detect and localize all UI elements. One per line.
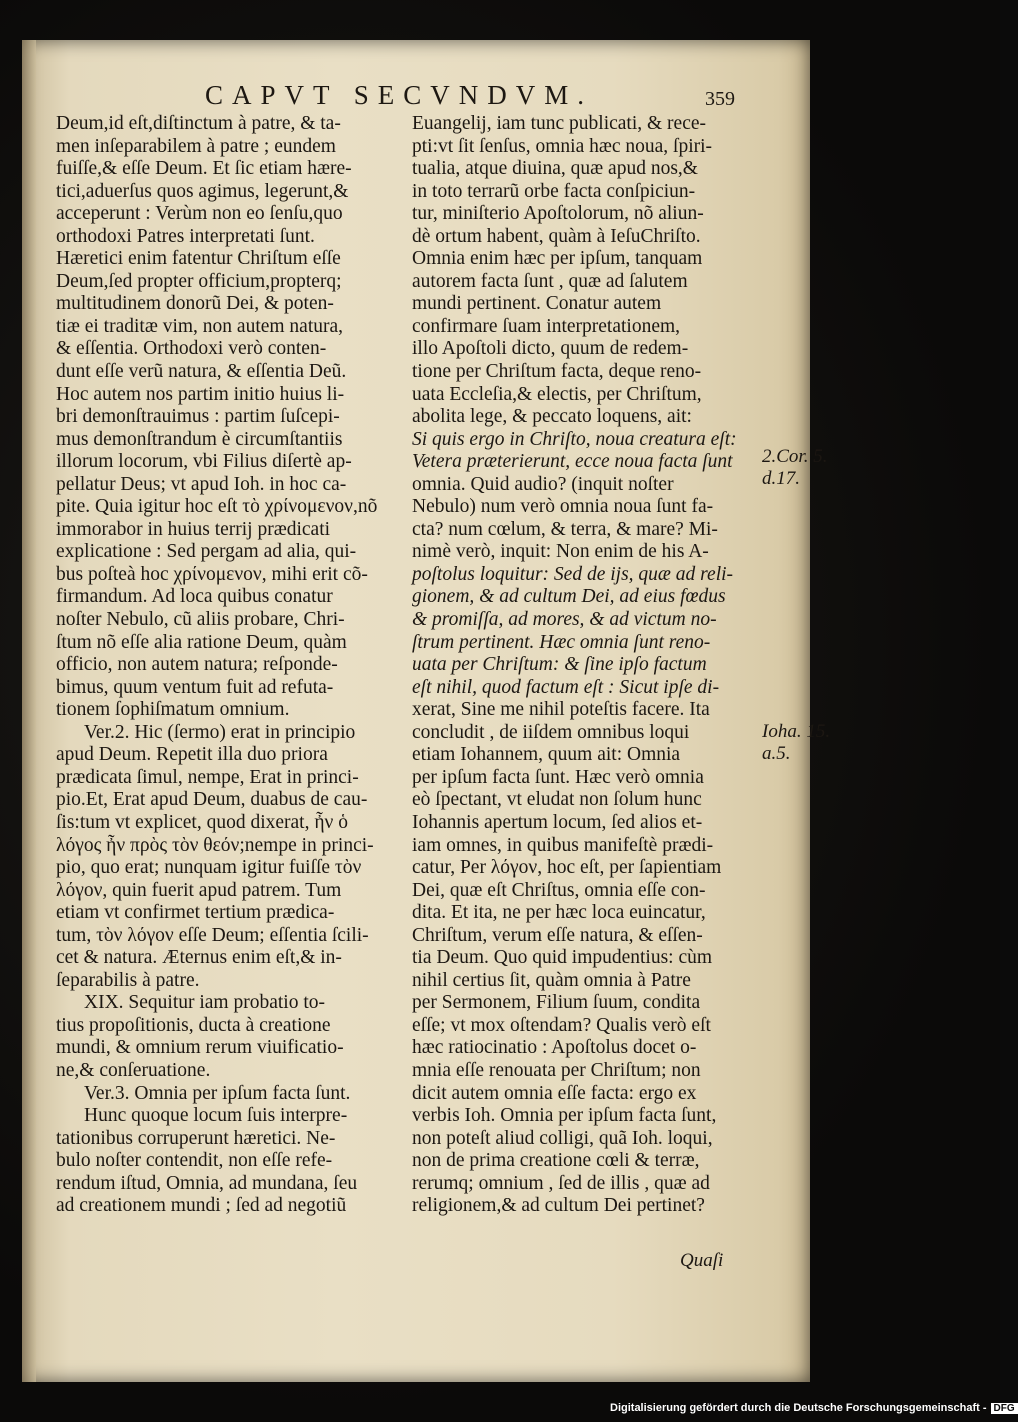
- text-line: Si quis ergo in Chriſto, noua creatura eſt:: [412, 428, 737, 450]
- text-line: Vetera præterierunt, ecce noua facta ſunt: [412, 451, 733, 473]
- text-line: pti:vt ſit ſenſus, omnia hæc noua, ſpiri-: [412, 135, 713, 157]
- text-line: tione per Chriſtum facta, deque reno-: [412, 361, 702, 383]
- left-text-column: [56, 113, 398, 1218]
- text-line: officio, non autem natura; reſponde-: [56, 654, 338, 676]
- text-line: pellatur Deus; vt apud Ioh. in hoc ca-: [56, 473, 347, 495]
- marginal-note-ioha: [762, 721, 830, 765]
- text-line: ne,& conſeruatione.: [56, 1059, 211, 1081]
- text-line: mundi, & omnium rerum viuificatio-: [56, 1037, 344, 1059]
- text-line: ſtum nõ eſſe alia ratione Deum, quàm: [56, 631, 347, 653]
- text-line: omnia. Quid audio? (inquit noſter: [412, 473, 674, 495]
- text-line: illo Apoſtoli dicto, quum de redem-: [412, 338, 689, 360]
- text-line: confirmare ſuam interpretationem,: [412, 315, 681, 337]
- text-line: rendum iſtud, Omnia, ad mundana, ſeu: [56, 1172, 358, 1194]
- text-line: eò ſpectant, vt eludat non ſolum hunc: [412, 789, 702, 811]
- text-line: noſter Nebulo, cũ aliis probare, Chri-: [56, 609, 345, 631]
- text-line: ſeparabilis à patre.: [56, 969, 200, 991]
- text-line: autorem facta ſunt , quæ ad ſalutem: [412, 270, 688, 292]
- text-line: per Sermonem, Filium ſuum, condita: [412, 992, 701, 1014]
- text-line: Deum,id eſt,diſtinctum à patre, & ta-: [56, 113, 341, 134]
- text-line: illorum locorum, vbi Filius diſertè ap-: [56, 451, 352, 473]
- text-line: Chriſtum, verum eſſe natura, & eſſen-: [412, 924, 703, 946]
- dfg-logo: DFG: [991, 1403, 1018, 1414]
- right-text-column: [412, 113, 772, 1218]
- text-line: ſtrum pertinent. Hæc omnia ſunt reno-: [412, 631, 711, 653]
- text-line: mnia eſſe renouata per Chriſtum; non: [412, 1059, 701, 1081]
- text-line: tationibus corruperunt hæretici. Ne-: [56, 1127, 336, 1149]
- text-line: religionem,& ad cultum Dei pertinet?: [412, 1195, 705, 1217]
- digitization-footer: [610, 1402, 1018, 1414]
- text-line: ſis:tum vt explicet, quod dixerat, ἦν ὁ: [56, 811, 348, 833]
- text-line: XIX. Sequitur iam probatio to-: [84, 992, 325, 1014]
- marginal-note-line: 2.Cor. 5.: [762, 446, 828, 467]
- text-line: in toto terrarũ orbe facta conſpiciun-: [412, 180, 696, 202]
- text-line: nihil certius ſit, quàm omnia à Patre: [412, 969, 691, 991]
- text-line: acceperunt : Verùm non eo ſenſu,quo: [56, 203, 343, 225]
- text-line: uata Eccleſia,& electis, per Chriſtum,: [412, 383, 702, 405]
- text-line: fuiſſe,& eſſe Deum. Et ſic etiam hære-: [56, 158, 352, 180]
- text-line: tiæ ei traditæ vim, non autem natura,: [56, 315, 344, 337]
- text-line: gionem, & ad cultum Dei, ad eius fœdus: [412, 586, 726, 608]
- text-line: Euangelij, iam tunc publicati, & rece-: [412, 113, 707, 134]
- text-line: multitudinem donorũ Dei, & poten-: [56, 293, 334, 315]
- footer-credit: Digitalisierung gefördert durch die Deutsche Forschungsgemeinschaft -: [610, 1402, 987, 1414]
- text-line: tualia, atque diuina, quæ apud nos,&: [412, 158, 698, 180]
- text-line: tici,aduerſus quos agimus, legerunt,&: [56, 180, 349, 202]
- text-line: etiam vt confirmet tertium prædica-: [56, 902, 335, 924]
- text-line: firmandum. Ad loca quibus conatur: [56, 586, 333, 608]
- text-line: dunt eſſe verũ natura, & eſſentia Deũ.: [56, 361, 347, 383]
- text-line: λόγος ἦν πρὸς τὸν θεόν;nempe in princi-: [56, 834, 374, 856]
- text-line: & eſſentia. Orthodoxi verò conten-: [56, 338, 327, 360]
- text-line: explicatione : Sed pergam ad alia, qui-: [56, 541, 357, 563]
- marginal-note-line: d.17.: [762, 468, 800, 489]
- text-line: bus poſteà hoc χρίνομενον, mihi erit cõ-: [56, 563, 368, 585]
- marginal-note-2cor: [762, 446, 827, 490]
- text-line: nimè verò, inquit: Non enim de his A-: [412, 541, 709, 563]
- text-line: Iohannis apertum locum, ſed alios et-: [412, 811, 703, 833]
- text-line: cta? num cœlum, & terra, & mare? Mi-: [412, 518, 718, 540]
- text-line: bri demonſtrauimus : partim ſuſcepi-: [56, 406, 340, 428]
- text-line: catur, Per λόγον, hoc eſt, per ſapientiam: [412, 857, 722, 879]
- text-line: poſtolus loquitur: Sed de ijs, quæ ad reli-: [412, 563, 734, 585]
- text-line: mundi pertinent. Conatur autem: [412, 293, 662, 315]
- text-line: dè ortum habent, quàm à IeſuChriſto.: [412, 225, 701, 247]
- text-line: non poteſt aliud colligi, quã Ioh. loqui,: [412, 1127, 713, 1149]
- text-line: orthodoxi Patres interpretati ſunt.: [56, 225, 315, 247]
- text-line: dita. Et ita, ne per hæc loca euincatur,: [412, 902, 706, 924]
- text-line: Hoc autem nos partim initio huius li-: [56, 383, 345, 405]
- page-number: 359: [705, 88, 735, 110]
- text-line: uata per Chriſtum: & ſine ipſo factum: [412, 654, 707, 676]
- text-line: prædicata ſimul, nempe, Erat in princi-: [56, 766, 359, 788]
- text-line: hæc ratiocinatio : Apoſtolus docet o-: [412, 1037, 697, 1059]
- page-gutter-shadow: [22, 40, 36, 1382]
- text-line: verbis Ioh. Omnia per ipſum facta ſunt,: [412, 1105, 717, 1127]
- text-line: rerumq; omnium , ſed de illis , quæ ad: [412, 1172, 710, 1194]
- text-line: etiam Iohannem, quum ait: Omnia: [412, 744, 681, 766]
- text-line: cet & natura. Æternus enim eſt,& in-: [56, 947, 342, 969]
- text-line: bulo noſter contendit, non eſſe refe-: [56, 1150, 333, 1172]
- text-line: xerat, Sine me nihil poteſtis facere. Ita: [412, 699, 710, 721]
- text-line: Nebulo) num verò omnia noua ſunt fa-: [412, 496, 714, 518]
- text-line: Ver.2. Hic (ſermo) erat in principio: [84, 721, 356, 743]
- text-line: pio.Et, Erat apud Deum, duabus de cau-: [56, 789, 368, 811]
- text-line: tur, miniſterio Apoſtolorum, nõ aliun-: [412, 203, 704, 225]
- text-line: apud Deum. Repetit illa duo priora: [56, 744, 328, 766]
- text-line: tia Deum. Quo quid impudentius: cùm: [412, 947, 713, 969]
- text-line: Ver.3. Omnia per ipſum facta ſunt.: [84, 1082, 351, 1104]
- text-line: λόγον, quin fuerit apud patrem. Tum: [56, 879, 342, 901]
- text-line: Deum,ſed propter officium,propterq;: [56, 270, 342, 292]
- text-line: Dei, quæ eſt Chriſtus, omnia eſſe con-: [412, 879, 706, 901]
- text-line: bimus, quum ventum fuit ad refuta-: [56, 676, 334, 698]
- running-header: CAPVT SECVNDVM.: [205, 80, 594, 110]
- text-line: eſt nihil, quod factum eſt : Sicut ipſe di-: [412, 676, 720, 698]
- text-line: tius propoſitionis, ducta à creatione: [56, 1014, 331, 1036]
- text-line: tum, τὸν λόγον eſſe Deum; eſſentia ſcili-: [56, 924, 369, 946]
- text-line: per ipſum facta ſunt. Hæc verò omnia: [412, 766, 704, 788]
- text-line: Hunc quoque locum ſuis interpre-: [84, 1105, 348, 1127]
- text-line: concludit , de iiſdem omnibus loqui: [412, 721, 690, 743]
- text-line: ad creationem mundi ; ſed ad negotiũ: [56, 1195, 347, 1217]
- text-line: abolita lege, & peccato loquens, ait:: [412, 406, 692, 428]
- text-line: Hæretici enim fatentur Chriſtum eſſe: [56, 248, 341, 270]
- text-line: men inſeparabilem à patre ; eundem: [56, 135, 336, 157]
- text-line: pio, quo erat; nunquam igitur fuiſſe τὸν: [56, 857, 362, 879]
- text-line: mus demonſtrandum è circumſtantiis: [56, 428, 343, 450]
- text-line: iam omnes, in quibus manifeſtè prædi-: [412, 834, 714, 856]
- catchword: Quaſi: [680, 1250, 724, 1271]
- text-line: dicit autem omnia eſſe facta: ergo ex: [412, 1082, 697, 1104]
- text-line: Omnia enim hæc per ipſum, tanquam: [412, 248, 703, 270]
- text-line: eſſe; vt mox oſtendam? Qualis verò eſt: [412, 1014, 711, 1036]
- text-line: & promiſſa, ad mores, & ad victum no-: [412, 609, 717, 631]
- marginal-note-line: Ioha. 15.: [762, 721, 831, 742]
- text-line: immorabor in huius terrij prædicati: [56, 518, 331, 540]
- text-line: pite. Quia igitur hoc eſt τὸ χρίνομενον,nõ: [56, 496, 378, 518]
- text-line: non de prima creatione cœli & terræ,: [412, 1150, 700, 1172]
- text-line: tionem ſophiſmatum omnium.: [56, 699, 290, 721]
- marginal-note-line: a.5.: [762, 743, 791, 764]
